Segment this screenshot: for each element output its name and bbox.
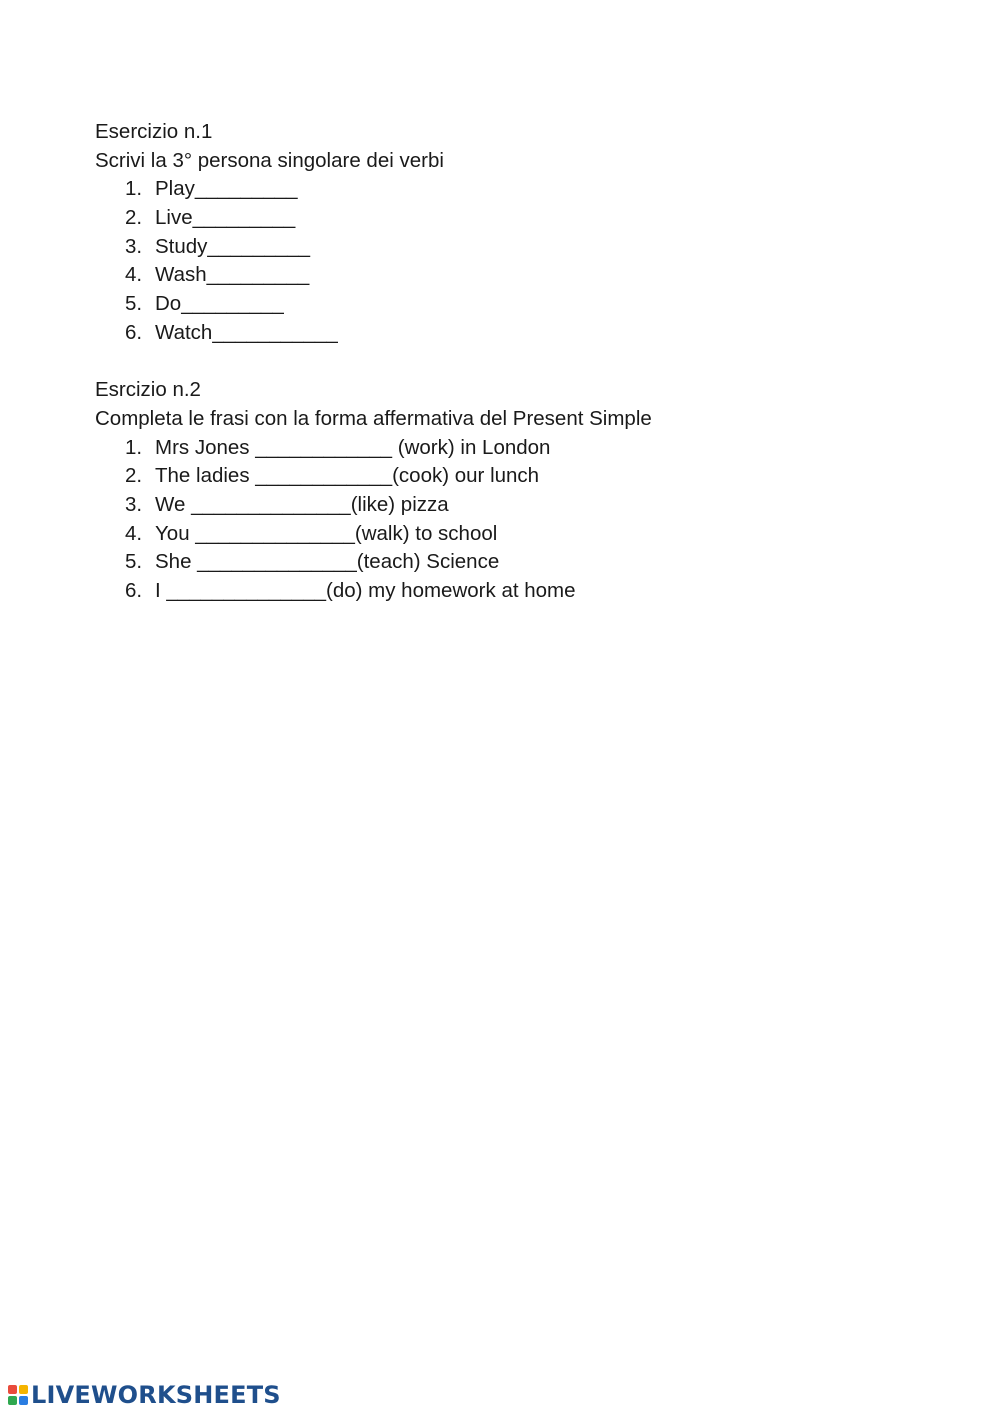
list-item (95, 577, 915, 606)
list-item (95, 204, 915, 233)
item-text: The ladies ____________(cook) our lunch (155, 464, 540, 488)
item-number: 4. (125, 521, 143, 545)
exercise2-instruction: Completa le frasi con la forma affermativa del Present Simple (95, 406, 652, 430)
item-text: Play_________ (155, 177, 298, 201)
exercise2-list (95, 434, 915, 606)
item-number: 5. (125, 550, 143, 574)
item-text: Study_________ (155, 234, 311, 258)
item-number: 6. (125, 320, 143, 344)
list-item (95, 462, 915, 491)
list-item (95, 520, 915, 549)
item-text: I ______________(do) my homework at home (155, 579, 576, 603)
item-text: Wash_________ (155, 263, 310, 287)
exercise2-title: Esrcizio n.2 (95, 378, 201, 402)
list-item (95, 548, 915, 577)
exercise1-title: Esercizio n.1 (95, 120, 213, 143)
item-text: Mrs Jones ____________ (work) in London (155, 435, 551, 459)
item-text: Watch___________ (155, 320, 338, 344)
list-item (95, 261, 915, 290)
list-item (95, 319, 915, 348)
list-item (95, 233, 915, 262)
worksheet (95, 118, 915, 606)
list-item (95, 491, 915, 520)
item-number: 1. (125, 435, 143, 459)
item-number: 3. (125, 493, 143, 516)
list-item (95, 175, 915, 204)
item-number: 2. (125, 206, 143, 230)
liveworksheets-logo-icon (8, 1385, 28, 1405)
item-text: Do_________ (155, 292, 284, 316)
item-number: 2. (125, 464, 143, 488)
item-text: You ______________(walk) to school (155, 521, 498, 545)
logo-tile-blue (19, 1396, 28, 1405)
logo-tile-red (8, 1385, 17, 1394)
item-text: We ______________(like) pizza (155, 493, 449, 516)
item-number: 4. (125, 263, 143, 287)
exercise1-instruction: Scrivi la 3° persona singolare dei verbi (95, 148, 444, 172)
list-item (95, 434, 915, 463)
item-number: 3. (125, 234, 143, 258)
item-number: 6. (125, 579, 143, 603)
item-number: 1. (125, 177, 143, 201)
item-number: 5. (125, 292, 143, 316)
logo-tile-green (8, 1396, 17, 1405)
exercise1-list (95, 175, 915, 347)
liveworksheets-logo (8, 1381, 281, 1409)
list-item (95, 290, 915, 319)
logo-text: LIVEWORKSHEETS (31, 1381, 281, 1409)
item-text: Live_________ (155, 206, 296, 230)
logo-tile-yellow (19, 1385, 28, 1394)
section-spacer (95, 348, 915, 377)
item-text: She ______________(teach) Science (155, 550, 500, 574)
